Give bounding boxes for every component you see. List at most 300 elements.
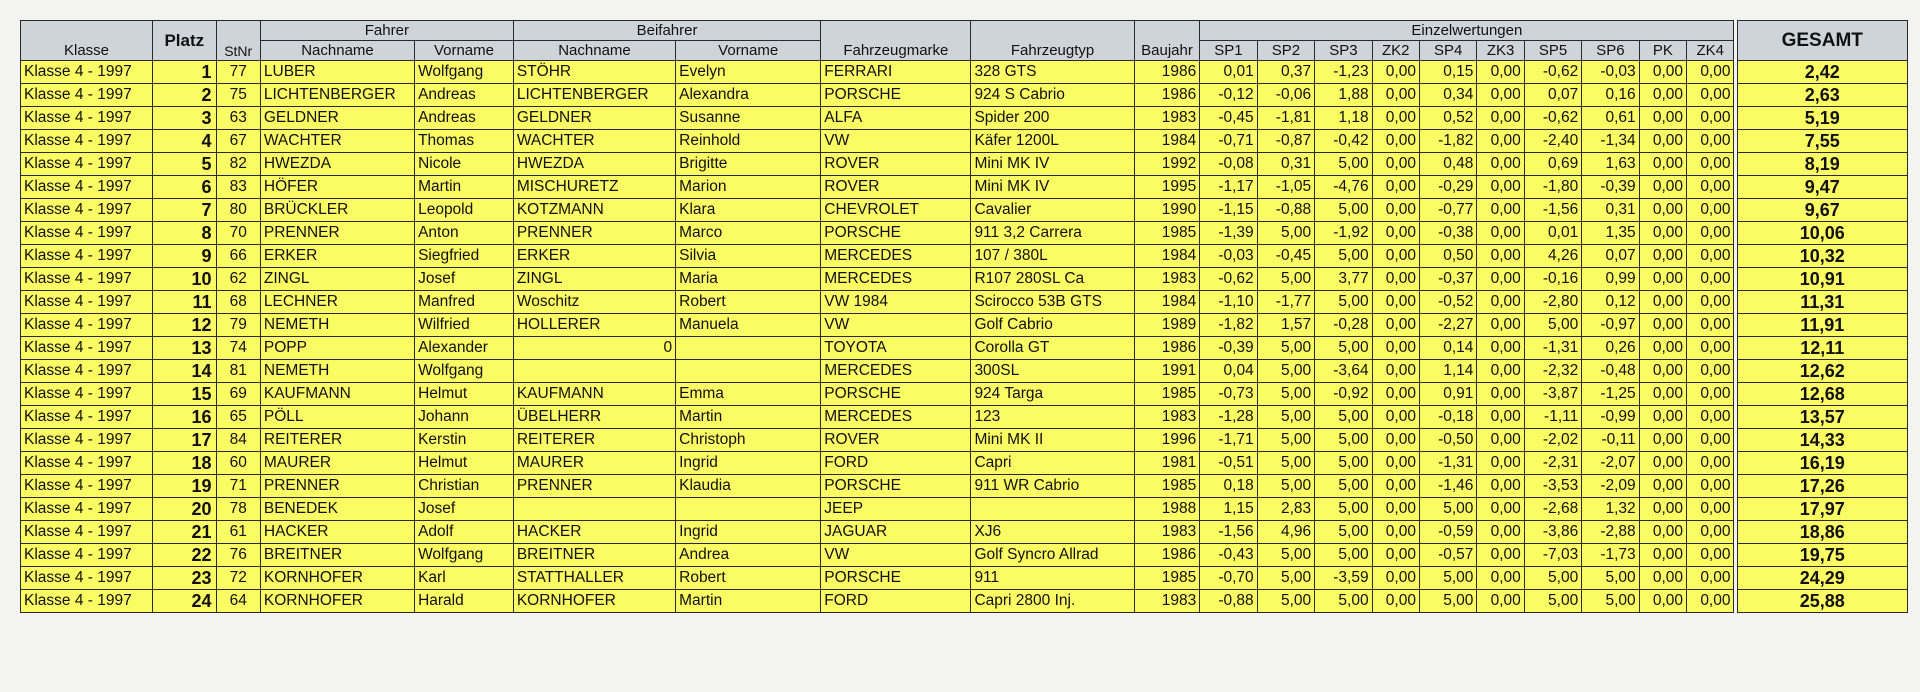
cell-platz: 20 [153, 498, 217, 521]
cell-platz: 10 [153, 268, 217, 291]
cell-score-zk3: 0,00 [1477, 475, 1524, 498]
cell-fahrzeugmarke: MERCEDES [821, 245, 971, 268]
cell-klasse: Klasse 4 - 1997 [21, 567, 153, 590]
cell-score-sp2: 5,00 [1257, 337, 1314, 360]
cell-fahrer-vorname: Kerstin [415, 429, 514, 452]
cell-fahrer-nachname: ERKER [260, 245, 414, 268]
cell-score-zk3: 0,00 [1477, 61, 1524, 84]
cell-fahrer-vorname: Karl [415, 567, 514, 590]
cell-score-zk4: 0,00 [1687, 567, 1734, 590]
cell-score-sp1: -1,39 [1200, 222, 1257, 245]
cell-baujahr: 1984 [1134, 291, 1200, 314]
cell-score-sp3: 5,00 [1315, 452, 1372, 475]
cell-score-sp4: -1,46 [1419, 475, 1476, 498]
cell-score-sp6: -2,07 [1582, 452, 1639, 475]
cell-beifahrer-nachname: ZINGL [513, 268, 675, 291]
header-score-sp1: SP1 [1200, 41, 1257, 61]
cell-gesamt: 11,31 [1737, 291, 1908, 314]
cell-score-sp1: -1,56 [1200, 521, 1257, 544]
cell-score-sp5: -0,62 [1524, 61, 1581, 84]
cell-platz: 2 [153, 84, 217, 107]
cell-fahrer-nachname: KAUFMANN [260, 383, 414, 406]
cell-score-sp2: 4,96 [1257, 521, 1314, 544]
cell-score-sp6: -0,11 [1582, 429, 1639, 452]
cell-platz: 5 [153, 153, 217, 176]
table-row [21, 176, 1908, 199]
cell-beifahrer-nachname: LICHTENBERGER [513, 84, 675, 107]
cell-score-pk: 0,00 [1639, 452, 1686, 475]
cell-score-sp3: 5,00 [1315, 153, 1372, 176]
cell-score-sp4: 0,52 [1419, 107, 1476, 130]
cell-score-sp5: 4,26 [1524, 245, 1581, 268]
cell-score-sp1: -0,08 [1200, 153, 1257, 176]
cell-score-zk2: 0,00 [1372, 337, 1419, 360]
cell-platz: 3 [153, 107, 217, 130]
cell-score-zk4: 0,00 [1687, 291, 1734, 314]
cell-fahrer-nachname: PRENNER [260, 475, 414, 498]
cell-beifahrer-vorname: Christoph [676, 429, 821, 452]
cell-fahrer-nachname: ZINGL [260, 268, 414, 291]
cell-fahrer-vorname: Wolfgang [415, 61, 514, 84]
cell-gesamt: 9,67 [1737, 199, 1908, 222]
cell-score-sp3: 5,00 [1315, 498, 1372, 521]
cell-beifahrer-nachname: HWEZDA [513, 153, 675, 176]
cell-fahrer-vorname: Christian [415, 475, 514, 498]
cell-fahrzeugmarke: CHEVROLET [821, 199, 971, 222]
cell-score-zk3: 0,00 [1477, 337, 1524, 360]
cell-baujahr: 1985 [1134, 383, 1200, 406]
cell-score-sp4: 0,91 [1419, 383, 1476, 406]
cell-score-sp5: 5,00 [1524, 314, 1581, 337]
cell-beifahrer-nachname: KAUFMANN [513, 383, 675, 406]
cell-score-sp3: -4,76 [1315, 176, 1372, 199]
cell-klasse: Klasse 4 - 1997 [21, 176, 153, 199]
cell-score-sp3: 5,00 [1315, 406, 1372, 429]
cell-score-sp1: -0,12 [1200, 84, 1257, 107]
cell-platz: 12 [153, 314, 217, 337]
cell-fahrzeugmarke: PORSCHE [821, 84, 971, 107]
cell-score-sp6: 0,99 [1582, 268, 1639, 291]
cell-score-zk4: 0,00 [1687, 498, 1734, 521]
cell-score-pk: 0,00 [1639, 291, 1686, 314]
cell-score-sp4: -0,77 [1419, 199, 1476, 222]
cell-score-zk2: 0,00 [1372, 429, 1419, 452]
cell-stnr: 61 [216, 521, 260, 544]
cell-baujahr: 1985 [1134, 222, 1200, 245]
cell-klasse: Klasse 4 - 1997 [21, 107, 153, 130]
cell-score-sp4: -0,37 [1419, 268, 1476, 291]
cell-fahrer-nachname: HACKER [260, 521, 414, 544]
cell-fahrzeugmarke: PORSCHE [821, 475, 971, 498]
cell-beifahrer-vorname [676, 337, 821, 360]
cell-baujahr: 1995 [1134, 176, 1200, 199]
cell-klasse: Klasse 4 - 1997 [21, 383, 153, 406]
cell-score-sp4: 0,15 [1419, 61, 1476, 84]
cell-beifahrer-vorname: Marco [676, 222, 821, 245]
cell-score-pk: 0,00 [1639, 383, 1686, 406]
header-group-beifahrer: Beifahrer [513, 21, 820, 41]
cell-score-sp6: 1,63 [1582, 153, 1639, 176]
cell-beifahrer-nachname: GELDNER [513, 107, 675, 130]
cell-fahrer-nachname: REITERER [260, 429, 414, 452]
cell-score-zk4: 0,00 [1687, 383, 1734, 406]
cell-score-zk2: 0,00 [1372, 291, 1419, 314]
cell-beifahrer-nachname [513, 360, 675, 383]
cell-score-sp6: -1,73 [1582, 544, 1639, 567]
cell-score-sp1: 1,15 [1200, 498, 1257, 521]
header-score-sp2: SP2 [1257, 41, 1314, 61]
cell-platz: 24 [153, 590, 217, 613]
cell-score-sp3: 5,00 [1315, 429, 1372, 452]
cell-score-pk: 0,00 [1639, 406, 1686, 429]
cell-beifahrer-nachname: STÖHR [513, 61, 675, 84]
cell-stnr: 76 [216, 544, 260, 567]
cell-score-sp2: -0,87 [1257, 130, 1314, 153]
cell-beifahrer-nachname: ERKER [513, 245, 675, 268]
cell-klasse: Klasse 4 - 1997 [21, 452, 153, 475]
cell-fahrzeugmarke: MERCEDES [821, 268, 971, 291]
cell-score-zk4: 0,00 [1687, 153, 1734, 176]
cell-stnr: 70 [216, 222, 260, 245]
header-score-sp5: SP5 [1524, 41, 1581, 61]
cell-score-sp5: 5,00 [1524, 567, 1581, 590]
cell-fahrer-vorname: Harald [415, 590, 514, 613]
cell-fahrer-vorname: Anton [415, 222, 514, 245]
table-row [21, 130, 1908, 153]
cell-beifahrer-nachname: PRENNER [513, 222, 675, 245]
cell-beifahrer-vorname: Susanne [676, 107, 821, 130]
cell-fahrer-vorname: Helmut [415, 383, 514, 406]
cell-score-sp6: 1,35 [1582, 222, 1639, 245]
cell-score-sp5: -2,80 [1524, 291, 1581, 314]
cell-baujahr: 1991 [1134, 360, 1200, 383]
table-row [21, 383, 1908, 406]
cell-score-sp3: 5,00 [1315, 291, 1372, 314]
cell-stnr: 66 [216, 245, 260, 268]
cell-score-zk3: 0,00 [1477, 268, 1524, 291]
cell-fahrer-vorname: Leopold [415, 199, 514, 222]
cell-score-pk: 0,00 [1639, 475, 1686, 498]
cell-score-sp5: -1,11 [1524, 406, 1581, 429]
cell-fahrzeugmarke: MERCEDES [821, 406, 971, 429]
cell-score-zk3: 0,00 [1477, 452, 1524, 475]
cell-baujahr: 1986 [1134, 544, 1200, 567]
cell-score-sp2: 5,00 [1257, 475, 1314, 498]
table-row [21, 452, 1908, 475]
cell-score-sp4: -1,31 [1419, 452, 1476, 475]
cell-fahrzeugmarke: ALFA [821, 107, 971, 130]
cell-beifahrer-vorname: Andrea [676, 544, 821, 567]
cell-stnr: 64 [216, 590, 260, 613]
table-row [21, 222, 1908, 245]
header-fahrzeugmarke: Fahrzeugmarke [821, 21, 971, 61]
cell-fahrer-vorname: Josef [415, 268, 514, 291]
cell-stnr: 77 [216, 61, 260, 84]
cell-beifahrer-nachname: BREITNER [513, 544, 675, 567]
cell-score-sp6: 0,61 [1582, 107, 1639, 130]
cell-score-zk4: 0,00 [1687, 222, 1734, 245]
cell-gesamt: 2,63 [1737, 84, 1908, 107]
cell-beifahrer-vorname [676, 498, 821, 521]
cell-baujahr: 1983 [1134, 521, 1200, 544]
cell-platz: 8 [153, 222, 217, 245]
cell-beifahrer-nachname: MISCHURETZ [513, 176, 675, 199]
cell-score-zk3: 0,00 [1477, 153, 1524, 176]
cell-score-zk4: 0,00 [1687, 176, 1734, 199]
cell-fahrzeugtyp: 911 [971, 567, 1134, 590]
cell-beifahrer-nachname: 0 [513, 337, 675, 360]
cell-fahrzeugtyp: Capri [971, 452, 1134, 475]
cell-fahrzeugtyp: Corolla GT [971, 337, 1134, 360]
cell-beifahrer-nachname: STATTHALLER [513, 567, 675, 590]
cell-score-zk2: 0,00 [1372, 314, 1419, 337]
cell-score-sp1: -0,45 [1200, 107, 1257, 130]
table-header [21, 21, 1908, 61]
cell-beifahrer-nachname: ÜBELHERR [513, 406, 675, 429]
cell-score-sp4: -0,38 [1419, 222, 1476, 245]
cell-score-sp5: 0,69 [1524, 153, 1581, 176]
cell-fahrer-vorname: Adolf [415, 521, 514, 544]
cell-fahrzeugmarke: JAGUAR [821, 521, 971, 544]
cell-fahrer-nachname: POPP [260, 337, 414, 360]
cell-gesamt: 12,11 [1737, 337, 1908, 360]
cell-score-sp5: -2,31 [1524, 452, 1581, 475]
cell-score-pk: 0,00 [1639, 567, 1686, 590]
cell-fahrzeugtyp: 107 / 380L [971, 245, 1134, 268]
cell-score-zk2: 0,00 [1372, 222, 1419, 245]
cell-klasse: Klasse 4 - 1997 [21, 429, 153, 452]
cell-baujahr: 1986 [1134, 61, 1200, 84]
cell-score-zk2: 0,00 [1372, 544, 1419, 567]
cell-stnr: 82 [216, 153, 260, 176]
cell-score-zk2: 0,00 [1372, 176, 1419, 199]
cell-klasse: Klasse 4 - 1997 [21, 245, 153, 268]
cell-score-sp6: -0,03 [1582, 61, 1639, 84]
cell-baujahr: 1981 [1134, 452, 1200, 475]
cell-score-pk: 0,00 [1639, 107, 1686, 130]
cell-platz: 15 [153, 383, 217, 406]
cell-score-sp5: -3,86 [1524, 521, 1581, 544]
cell-fahrzeugtyp: Scirocco 53B GTS [971, 291, 1134, 314]
cell-baujahr: 1983 [1134, 590, 1200, 613]
cell-beifahrer-nachname: REITERER [513, 429, 675, 452]
table-row [21, 61, 1908, 84]
header-fahrer-vorname: Vorname [415, 41, 514, 61]
cell-score-zk4: 0,00 [1687, 590, 1734, 613]
cell-score-zk2: 0,00 [1372, 498, 1419, 521]
cell-klasse: Klasse 4 - 1997 [21, 498, 153, 521]
cell-fahrer-nachname: LICHTENBERGER [260, 84, 414, 107]
cell-score-sp4: -0,50 [1419, 429, 1476, 452]
cell-klasse: Klasse 4 - 1997 [21, 61, 153, 84]
cell-fahrzeugtyp [971, 498, 1134, 521]
cell-fahrzeugtyp: 300SL [971, 360, 1134, 383]
cell-fahrer-nachname: KORNHOFER [260, 590, 414, 613]
cell-score-sp4: 1,14 [1419, 360, 1476, 383]
cell-fahrer-nachname: NEMETH [260, 314, 414, 337]
table-row [21, 245, 1908, 268]
cell-score-sp5: -1,80 [1524, 176, 1581, 199]
cell-score-sp6: -2,09 [1582, 475, 1639, 498]
cell-score-sp3: 5,00 [1315, 590, 1372, 613]
cell-score-sp5: -3,87 [1524, 383, 1581, 406]
cell-score-zk3: 0,00 [1477, 245, 1524, 268]
cell-beifahrer-vorname: Klara [676, 199, 821, 222]
cell-platz: 14 [153, 360, 217, 383]
table-row [21, 498, 1908, 521]
cell-beifahrer-nachname [513, 498, 675, 521]
cell-fahrer-vorname: Manfred [415, 291, 514, 314]
cell-score-sp3: 1,18 [1315, 107, 1372, 130]
cell-beifahrer-nachname: KOTZMANN [513, 199, 675, 222]
cell-fahrer-nachname: GELDNER [260, 107, 414, 130]
cell-score-sp1: -1,15 [1200, 199, 1257, 222]
cell-fahrzeugmarke: TOYOTA [821, 337, 971, 360]
cell-gesamt: 2,42 [1737, 61, 1908, 84]
cell-score-sp2: -1,81 [1257, 107, 1314, 130]
cell-klasse: Klasse 4 - 1997 [21, 521, 153, 544]
header-klasse: Klasse [21, 21, 153, 61]
cell-stnr: 67 [216, 130, 260, 153]
cell-baujahr: 1984 [1134, 130, 1200, 153]
cell-score-zk4: 0,00 [1687, 521, 1734, 544]
table-row [21, 406, 1908, 429]
cell-fahrzeugmarke: ROVER [821, 429, 971, 452]
cell-score-sp6: 1,32 [1582, 498, 1639, 521]
cell-stnr: 63 [216, 107, 260, 130]
cell-score-zk2: 0,00 [1372, 360, 1419, 383]
cell-score-zk2: 0,00 [1372, 383, 1419, 406]
cell-fahrer-vorname: Wolfgang [415, 544, 514, 567]
cell-gesamt: 12,62 [1737, 360, 1908, 383]
cell-score-sp1: -0,73 [1200, 383, 1257, 406]
cell-score-sp2: -0,06 [1257, 84, 1314, 107]
cell-klasse: Klasse 4 - 1997 [21, 475, 153, 498]
cell-baujahr: 1983 [1134, 406, 1200, 429]
table-row [21, 544, 1908, 567]
cell-score-zk3: 0,00 [1477, 590, 1524, 613]
cell-fahrzeugtyp: Capri 2800 Inj. [971, 590, 1134, 613]
cell-score-pk: 0,00 [1639, 337, 1686, 360]
cell-fahrer-vorname: Helmut [415, 452, 514, 475]
cell-score-sp2: 1,57 [1257, 314, 1314, 337]
cell-baujahr: 1986 [1134, 337, 1200, 360]
cell-score-sp4: -0,59 [1419, 521, 1476, 544]
cell-score-zk3: 0,00 [1477, 84, 1524, 107]
header-stnr: StNr [216, 21, 260, 61]
cell-fahrzeugtyp: Käfer 1200L [971, 130, 1134, 153]
cell-score-sp2: -1,05 [1257, 176, 1314, 199]
cell-score-sp3: -0,92 [1315, 383, 1372, 406]
cell-score-pk: 0,00 [1639, 429, 1686, 452]
cell-score-sp2: 5,00 [1257, 429, 1314, 452]
cell-klasse: Klasse 4 - 1997 [21, 199, 153, 222]
cell-score-zk2: 0,00 [1372, 406, 1419, 429]
cell-baujahr: 1988 [1134, 498, 1200, 521]
cell-fahrer-nachname: PRENNER [260, 222, 414, 245]
cell-fahrer-nachname: LECHNER [260, 291, 414, 314]
cell-gesamt: 10,91 [1737, 268, 1908, 291]
table-body [21, 61, 1908, 613]
cell-score-sp6: -2,88 [1582, 521, 1639, 544]
cell-score-zk2: 0,00 [1372, 590, 1419, 613]
cell-fahrzeugtyp: Mini MK IV [971, 153, 1134, 176]
header-fahrzeugtyp: Fahrzeugtyp [971, 21, 1134, 61]
cell-score-sp5: -0,62 [1524, 107, 1581, 130]
cell-fahrer-nachname: NEMETH [260, 360, 414, 383]
header-fahrer-nachname: Nachname [260, 41, 414, 61]
cell-beifahrer-vorname: Brigitte [676, 153, 821, 176]
cell-score-sp2: -1,77 [1257, 291, 1314, 314]
cell-stnr: 79 [216, 314, 260, 337]
cell-score-sp3: 5,00 [1315, 337, 1372, 360]
cell-score-sp4: 0,14 [1419, 337, 1476, 360]
cell-score-zk2: 0,00 [1372, 199, 1419, 222]
cell-fahrer-vorname: Nicole [415, 153, 514, 176]
cell-platz: 23 [153, 567, 217, 590]
cell-gesamt: 24,29 [1737, 567, 1908, 590]
cell-stnr: 68 [216, 291, 260, 314]
table-row [21, 199, 1908, 222]
cell-fahrer-nachname: BENEDEK [260, 498, 414, 521]
cell-score-sp3: -3,59 [1315, 567, 1372, 590]
cell-score-zk2: 0,00 [1372, 452, 1419, 475]
cell-score-zk2: 0,00 [1372, 567, 1419, 590]
header-score-zk3: ZK3 [1477, 41, 1524, 61]
cell-score-sp1: -1,17 [1200, 176, 1257, 199]
cell-fahrzeugmarke: FERRARI [821, 61, 971, 84]
cell-score-sp1: 0,01 [1200, 61, 1257, 84]
cell-score-pk: 0,00 [1639, 222, 1686, 245]
cell-fahrer-nachname: BREITNER [260, 544, 414, 567]
table-row [21, 153, 1908, 176]
cell-score-sp4: 5,00 [1419, 590, 1476, 613]
cell-beifahrer-vorname: Martin [676, 590, 821, 613]
cell-score-zk3: 0,00 [1477, 314, 1524, 337]
cell-beifahrer-vorname: Marion [676, 176, 821, 199]
table-row [21, 590, 1908, 613]
cell-gesamt: 8,19 [1737, 153, 1908, 176]
cell-beifahrer-vorname: Alexandra [676, 84, 821, 107]
cell-klasse: Klasse 4 - 1997 [21, 291, 153, 314]
cell-score-sp1: -0,51 [1200, 452, 1257, 475]
cell-score-sp6: -0,97 [1582, 314, 1639, 337]
cell-score-zk3: 0,00 [1477, 199, 1524, 222]
cell-score-zk3: 0,00 [1477, 567, 1524, 590]
cell-score-zk3: 0,00 [1477, 521, 1524, 544]
header-beifahrer-vorname: Vorname [676, 41, 821, 61]
cell-fahrer-vorname: Thomas [415, 130, 514, 153]
cell-gesamt: 9,47 [1737, 176, 1908, 199]
cell-gesamt: 18,86 [1737, 521, 1908, 544]
cell-gesamt: 12,68 [1737, 383, 1908, 406]
cell-score-sp5: 0,01 [1524, 222, 1581, 245]
cell-score-sp3: -1,23 [1315, 61, 1372, 84]
header-score-zk2: ZK2 [1372, 41, 1419, 61]
cell-score-zk3: 0,00 [1477, 383, 1524, 406]
cell-score-sp2: 0,31 [1257, 153, 1314, 176]
cell-beifahrer-vorname: Robert [676, 567, 821, 590]
cell-score-sp6: -0,39 [1582, 176, 1639, 199]
cell-score-zk3: 0,00 [1477, 130, 1524, 153]
cell-score-sp1: -1,82 [1200, 314, 1257, 337]
cell-fahrer-vorname: Martin [415, 176, 514, 199]
cell-stnr: 80 [216, 199, 260, 222]
cell-fahrer-vorname: Wilfried [415, 314, 514, 337]
cell-stnr: 78 [216, 498, 260, 521]
cell-platz: 9 [153, 245, 217, 268]
cell-platz: 4 [153, 130, 217, 153]
